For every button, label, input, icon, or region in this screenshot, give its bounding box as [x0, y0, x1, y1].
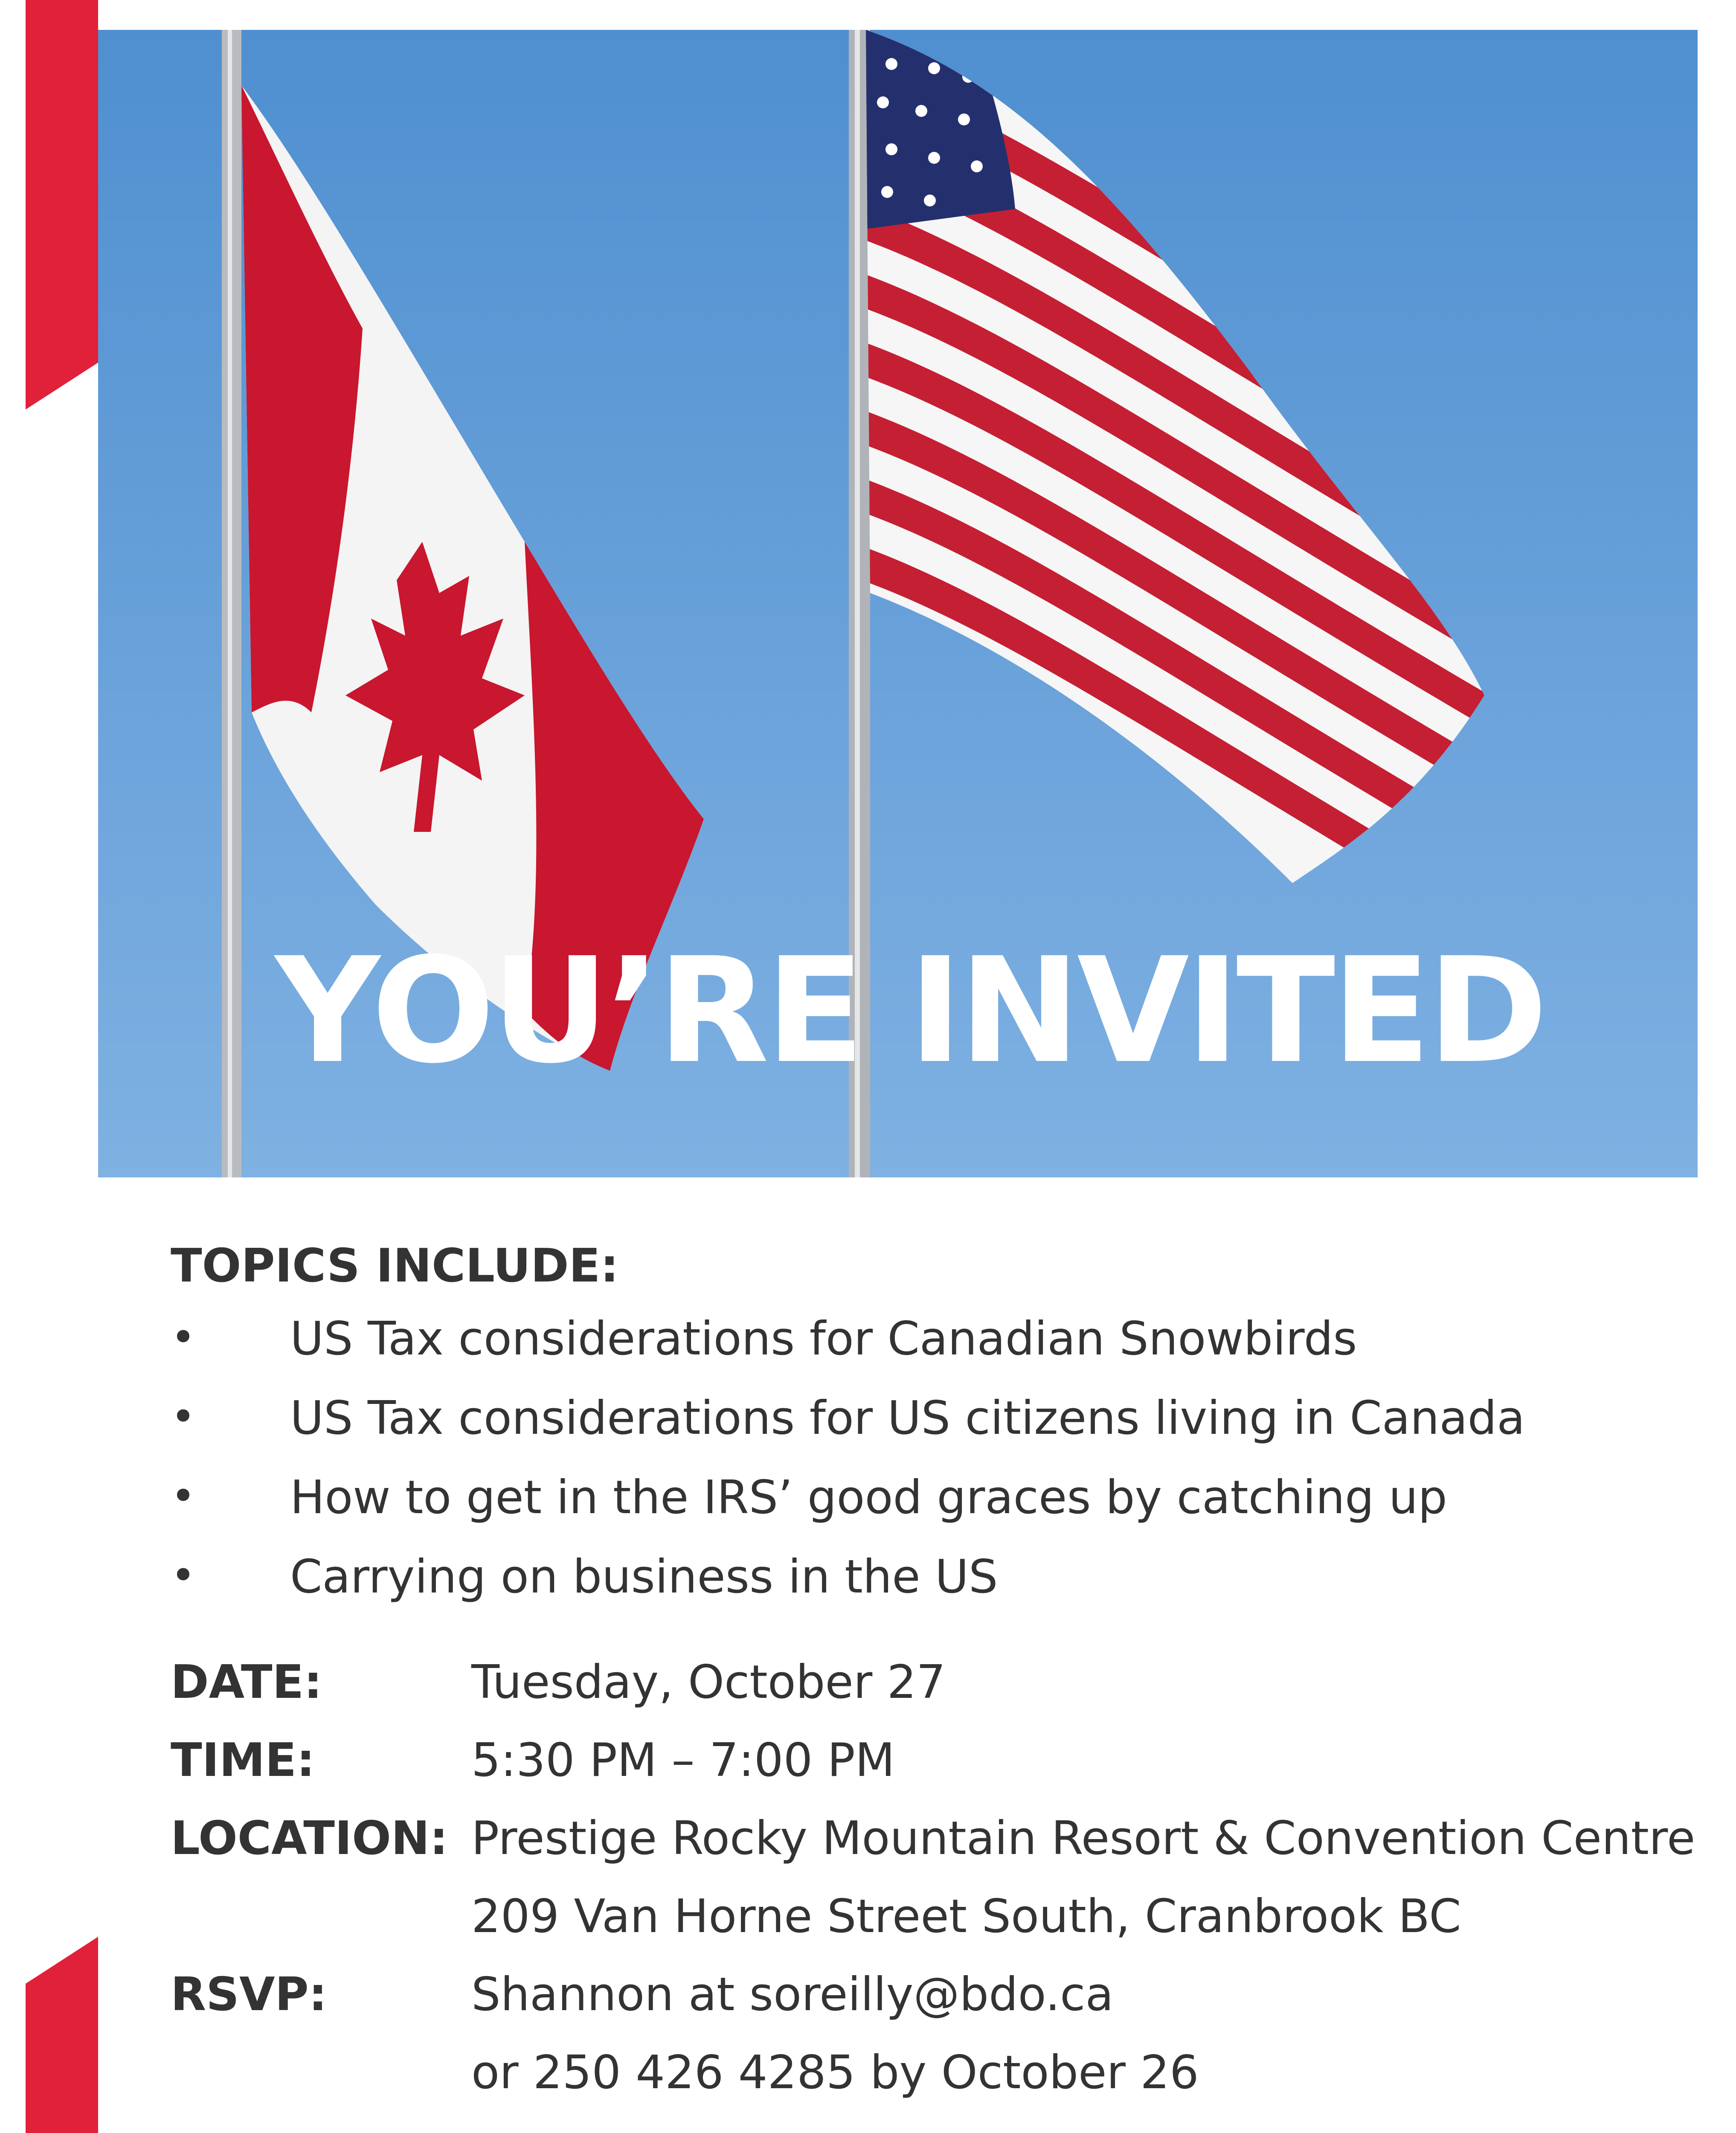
bullet-icon: • — [171, 1392, 196, 1441]
bullet-icon: • — [171, 1471, 196, 1521]
red-accent-bar-bottom — [26, 1937, 98, 2133]
time-value: 5:30 PM – 7:00 PM — [471, 1734, 895, 1787]
topics-heading: TOPICS INCLUDE: — [171, 1239, 619, 1293]
red-accent-bar-top — [26, 0, 98, 410]
topic-item — [171, 1471, 1525, 1554]
rsvp-line-1: Shannon at soreilly@bdo.ca — [471, 1968, 1114, 2021]
date-label: DATE: — [171, 1656, 322, 1709]
bullet-icon: • — [171, 1550, 196, 1600]
topic-text: US Tax considerations for Canadian Snowbirds — [290, 1312, 1357, 1366]
bullet-icon: • — [171, 1312, 196, 1362]
location-label: LOCATION: — [171, 1812, 448, 1865]
topic-text: How to get in the IRS’ good graces by catching up — [290, 1471, 1447, 1524]
topic-item — [171, 1312, 1525, 1395]
location-line-1: Prestige Rocky Mountain Resort & Convention Centre — [471, 1812, 1695, 1865]
topic-item — [171, 1550, 1525, 1633]
time-label: TIME: — [171, 1734, 315, 1787]
rsvp-label: RSVP: — [171, 1968, 327, 2021]
location-line-2: 209 Van Horne Street South, Cranbrook BC — [471, 1890, 1461, 1943]
hero-image — [98, 30, 1698, 1177]
topics-list — [171, 1312, 1525, 1633]
rsvp-line-2: or 250 426 4285 by October 26 — [471, 2046, 1199, 2099]
topic-text: Carrying on business in the US — [290, 1550, 998, 1604]
topic-text: US Tax considerations for US citizens living in Canada — [290, 1392, 1525, 1445]
hero-title: YOU’RE INVITED — [275, 927, 1544, 1096]
topic-item — [171, 1392, 1525, 1475]
date-value: Tuesday, October 27 — [471, 1656, 946, 1709]
